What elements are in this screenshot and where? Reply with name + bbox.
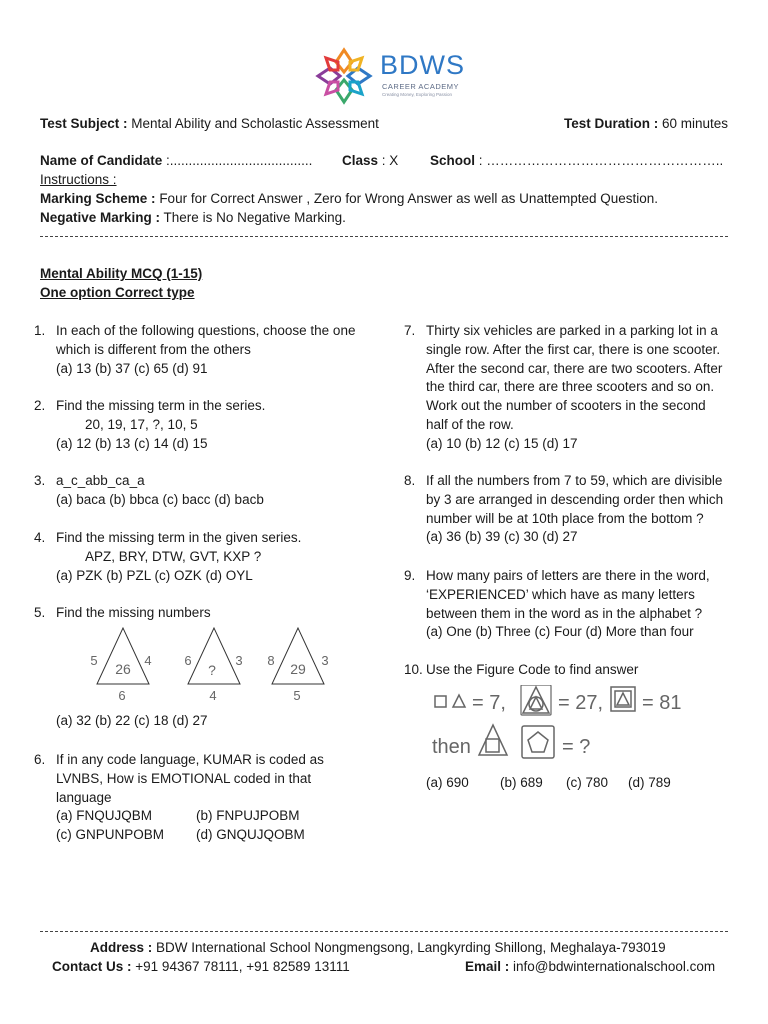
marking-scheme — [40, 191, 658, 206]
triangle-center-value: 26 — [115, 661, 131, 677]
question-text: a_c_abb_ca_a — [56, 473, 145, 488]
question-text: Find the missing term in the series. — [56, 398, 266, 413]
section-title: Mental Ability MCQ (1-15) — [40, 266, 203, 281]
triangle-bottom-value: 5 — [293, 688, 301, 703]
option-d: (d) 789 — [628, 775, 671, 790]
triangle-icon — [453, 695, 465, 707]
question-text: Work out the number of scooters in the second — [426, 398, 706, 414]
figure-equation: = ? — [562, 736, 591, 758]
email-link[interactable]: info@bdwinternationalschool.com — [513, 959, 716, 974]
question-3 — [34, 472, 374, 512]
class-value: : X — [381, 153, 399, 168]
question-number: 5. — [34, 605, 46, 620]
figure-then: then — [432, 736, 471, 758]
question-text: Use the Figure Code to find answer — [426, 662, 639, 677]
figure-code — [430, 685, 710, 769]
question-options: (a) PZK (b) PZL (c) OZK (d) OYL — [56, 567, 253, 583]
question-1 — [34, 322, 374, 382]
question-text: In each of the following questions, choose the one — [56, 323, 356, 338]
option-c: (c) GNPUNPOBM — [56, 827, 164, 842]
address-value: BDW International School Nongmengsong, Langkyrding Shillong, Meghalaya-793019 — [156, 940, 666, 955]
marking-label: Marking Scheme : — [40, 191, 156, 206]
question-2 — [34, 397, 374, 457]
test-subject — [40, 116, 379, 131]
triangle-3 — [267, 628, 328, 703]
question-options: (a) 13 (b) 37 (c) 65 (d) 91 — [56, 360, 208, 376]
footer-email — [465, 959, 715, 974]
question-text: between them in the word as in the alphabet ? — [426, 605, 703, 621]
question-options: (a) baca (b) bbca (c) bacc (d) bacb — [56, 491, 264, 507]
question-options: (a) 32 (b) 22 (c) 18 (d) 27 — [56, 713, 208, 728]
question-text: How many pairs of letters are there in the word, — [426, 568, 710, 583]
triangle-icon — [479, 725, 507, 755]
question-text: ‘EXPERIENCED’ which have as many letters — [426, 586, 695, 602]
option-b: (b) 689 — [500, 775, 543, 790]
subject-label: Test Subject : — [40, 116, 128, 131]
flower-logo-icon — [312, 44, 376, 108]
figure-equation: = 27, — [558, 692, 604, 714]
question-5 — [34, 604, 374, 734]
question-7 — [404, 322, 744, 458]
option-d: (d) GNQUJQOBM — [196, 827, 305, 842]
address-label: Address : — [90, 940, 153, 955]
question-number: 10. — [404, 662, 423, 677]
question-9 — [404, 567, 744, 647]
instructions-heading: Instructions : — [40, 172, 117, 187]
question-text: half of the row. — [426, 416, 514, 432]
triangle-1 — [90, 628, 151, 703]
subject-value: Mental Ability and Scholastic Assessment — [131, 116, 379, 131]
triangle-right-value: 4 — [144, 653, 152, 668]
figure-equation: = 7, — [472, 692, 506, 714]
school-field[interactable]: : …………………………………………….. — [478, 153, 724, 168]
question-text: If all the numbers from 7 to 59, which are divisible — [426, 473, 723, 488]
square-icon — [435, 696, 446, 707]
question-10 — [404, 661, 744, 796]
class-info — [342, 153, 398, 168]
triangle-bottom-value: 4 — [209, 688, 217, 703]
class-label: Class — [342, 153, 379, 168]
footer-address — [90, 940, 666, 955]
logo-tagline: Creating Money, Exploring Passion — [382, 92, 452, 97]
question-number: 1. — [34, 323, 46, 338]
question-options: (a) One (b) Three (c) Four (d) More than four — [426, 624, 694, 640]
question-text: If in any code language, KUMAR is coded as — [56, 752, 324, 767]
question-4 — [34, 529, 374, 589]
school-info — [430, 153, 723, 168]
logo-title: BDWS — [380, 50, 465, 80]
triangle-left-value: 6 — [184, 653, 192, 668]
question-number: 9. — [404, 568, 416, 583]
question-text: Thirty six vehicles are parked in a parking lot in a — [426, 323, 718, 338]
triangle-right-value: 3 — [321, 653, 329, 668]
triangle-center-value: ? — [208, 662, 216, 678]
question-options: (a) 12 (b) 13 (c) 14 (d) 15 — [56, 435, 208, 451]
series-text: APZ, BRY, DTW, GVT, KXP ? — [85, 548, 262, 564]
email-label: Email : — [465, 959, 510, 974]
header-divider — [40, 236, 728, 237]
duration-value: 60 minutes — [662, 116, 729, 131]
square-icon — [486, 739, 499, 752]
contact-label: Contact Us : — [52, 959, 132, 974]
option-b: (b) FNPUJPOBM — [196, 808, 300, 823]
question-number: 6. — [34, 752, 46, 767]
negative-label: Negative Marking : — [40, 210, 161, 225]
option-a: (a) FNQUJQBM — [56, 808, 152, 823]
question-text: single row. After the first car, there is one scooter. — [426, 341, 721, 357]
question-number: 8. — [404, 473, 416, 488]
question-text: language — [56, 789, 112, 805]
series-text: 20, 19, 17, ?, 10, 5 — [85, 416, 198, 432]
question-options: (a) 10 (b) 12 (c) 15 (d) 17 — [426, 435, 578, 451]
question-text: which is different from the others — [56, 341, 251, 357]
question-options: (a) 36 (b) 39 (c) 30 (d) 27 — [426, 529, 578, 545]
pentagon-icon — [528, 732, 548, 752]
option-c: (c) 780 — [566, 775, 609, 790]
question-text: After the second car, there are two scooters. After — [426, 360, 723, 376]
triangle-2 — [184, 628, 242, 703]
question-text: LVNBS, How is EMOTIONAL coded in that — [56, 770, 312, 786]
question-8 — [404, 472, 744, 552]
candidate-label: Name of Candidate — [40, 153, 163, 168]
logo-subtitle: CAREER ACADEMY — [382, 82, 460, 91]
question-number: 4. — [34, 530, 46, 545]
negative-marking — [40, 210, 346, 225]
question-text: the third car, there are three scooters and so on. — [426, 379, 715, 395]
contact-value: +91 94367 78111, +91 82589 13111 — [135, 959, 350, 974]
question-text: Find the missing numbers — [56, 605, 211, 620]
section-subtitle: One option Correct type — [40, 285, 195, 300]
school-label: School — [430, 153, 476, 168]
figure-equation: = 81 — [642, 692, 682, 714]
triangle-left-value: 8 — [267, 653, 275, 668]
test-duration — [564, 116, 728, 131]
footer-contact — [52, 959, 350, 974]
question-6 — [34, 751, 374, 846]
candidate-field[interactable]: :...................................... — [166, 153, 313, 168]
footer-divider — [40, 931, 728, 932]
triangle-left-value: 5 — [90, 653, 98, 668]
bdws-logo — [312, 44, 472, 114]
triangle-center-value: 29 — [290, 661, 306, 677]
triangle-puzzle — [90, 624, 400, 704]
question-text: Find the missing term in the given series. — [56, 530, 302, 545]
question-number: 2. — [34, 398, 46, 413]
square-icon — [522, 726, 554, 758]
duration-label: Test Duration : — [564, 116, 659, 131]
triangle-right-value: 3 — [235, 653, 243, 668]
triangle-icon — [617, 693, 629, 705]
question-number: 3. — [34, 473, 46, 488]
candidate-name — [40, 153, 312, 168]
question-text: by 3 are arranged in descending order then which — [426, 491, 724, 507]
triangle-bottom-value: 6 — [118, 688, 126, 703]
option-a: (a) 690 — [426, 775, 469, 790]
marking-value: Four for Correct Answer , Zero for Wrong Answer as well as Unattempted Question. — [159, 191, 659, 206]
question-number: 7. — [404, 323, 416, 338]
question-text: number will be at 10th place from the bottom ? — [426, 510, 704, 526]
negative-value: There is No Negative Marking. — [163, 210, 346, 225]
